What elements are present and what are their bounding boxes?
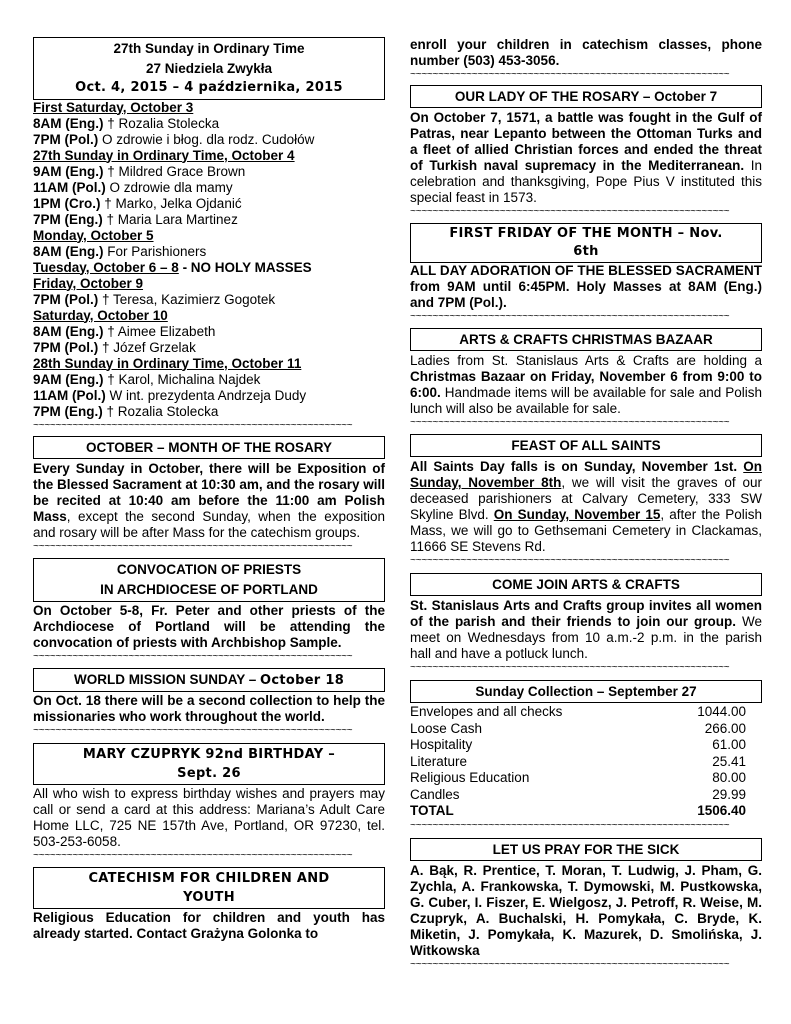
bazaar-text-3: Handmade items will be available for sale and Polish lunch will also be available for sale. xyxy=(410,385,762,416)
separator: ~~~~~~~~~~~~~~~~~~~~~~~~~~~~~~~~~~~~~~~~~~~~~~~~~~~~~~~~~ xyxy=(410,556,730,567)
mass-time: 8AM (Eng.) xyxy=(33,323,104,339)
mass-schedule xyxy=(33,100,385,420)
first-friday-title-1: FIRST FRIDAY OF THE MONTH – Nov. xyxy=(449,226,723,241)
mass-time: 7PM (Pol.) xyxy=(33,339,99,355)
collection-total-row xyxy=(410,803,762,820)
mass-day-note xyxy=(33,260,385,276)
collection-label: Hospitality xyxy=(410,737,473,752)
collection-total-amount: 1506.40 xyxy=(697,803,746,818)
mass-day-heading: Monday, October 5 xyxy=(33,227,154,243)
arts-crafts-bold: St. Stanislaus Arts and Crafts group invites all women of the parish and their friends to join our group. xyxy=(410,598,762,629)
all-saints-text-3: , we will visit the graves of our deceased parishioners at Calvary Cemetery, 333 SW Skyline Blvd. xyxy=(410,475,762,522)
separator: ~~~~~~~~~~~~~~~~~~~~~~~~~~~~~~~~~~~~~~~~~~~~~~~~~~~~~~~~~ xyxy=(410,418,730,429)
separator: ~~~~~~~~~~~~~~~~~~~~~~~~~~~~~~~~~~~~~~~~~~~~~~~~~~~~~~~~~ xyxy=(410,207,730,218)
collection-label: Candles xyxy=(410,786,460,802)
arts-crafts-rest: We meet on Wednesdays from 10 a.m.-2 p.m. in the parish hall and have a potluck lunch. xyxy=(410,614,762,661)
birthday-title-2: Sept. 26 xyxy=(177,765,241,781)
birthday-title-1: MARY CZUPRYK 92nd BIRTHDAY – xyxy=(82,746,336,762)
all-saints-text-4: On Sunday, November 15 xyxy=(493,507,661,522)
header-line-1: 27th Sunday in Ordinary Time xyxy=(113,41,305,56)
lady-rosary-title: OUR LADY OF THE ROSARY – October 7 xyxy=(454,89,718,104)
convocation-title-1: CONVOCATION OF PRIESTS xyxy=(116,561,302,577)
rosary-month-bold: Every Sunday in October, there will be Exposition of the Blessed Sacrament at 10:30 am, and the rosary will be recited at 10:40 am before the 11:00 am Polish Mass xyxy=(33,460,385,524)
all-saints-title: FEAST OF ALL SAINTS xyxy=(511,438,661,453)
mass-intention: W int. prezydenta Andrzeja Dudy xyxy=(109,387,307,403)
sick-body: A. Bąk, R. Prentice, T. Moran, T. Ludwig, J. Pham, G. Zychla, A. Frankowska, T. Dymowski, M. Pustkowska, G. Cuber, I. Fiszer, E. Wielgosz, J. Petroff, R. Weise, M. Czupryk, A. Buchalski, H. Pomykała, C. Bryde, K. Miketin, J. Pomykała, K. Mazurek, D. Smolińska, J. Witkowska xyxy=(410,862,762,958)
collection-amount: 29.99 xyxy=(712,786,746,802)
collection-label: Envelopes and all checks xyxy=(410,704,563,719)
collection-row xyxy=(410,704,762,721)
mass-intention: † Rozalia Stolecka xyxy=(106,403,219,419)
mass-intention: O zdrowie i błog. dla rodz. Cudołów xyxy=(102,131,315,147)
birthday-body: All who wish to express birthday wishes and prayers may call or send a card at this address: Mariana’s Adult Care Home LLC, 725 NE 157th Ave, Portland, OR 97230, tel. 503-253-6058. xyxy=(33,785,385,849)
mission-body: On Oct. 18 there will be a second collection to help the missionaries who work throughout the world. xyxy=(33,692,385,724)
separator: ~~~~~~~~~~~~~~~~~~~~~~~~~~~~~~~~~~~~~~~~~~~~~~~~~~~~~~~~~ xyxy=(33,541,353,553)
collection-amount: 80.00 xyxy=(712,770,746,785)
sick-heading xyxy=(410,838,762,861)
catechism-title-1: CATECHISM FOR CHILDREN AND xyxy=(88,870,330,886)
rosary-month-body xyxy=(33,461,385,541)
mass-intention: † Rozalia Stolecka xyxy=(107,115,220,131)
all-saints-text-1: All Saints Day falls is on Sunday, November 1st. xyxy=(410,459,738,474)
lady-rosary-bold: On October 7, 1571, a battle was fought in the Gulf of Patras, near Lepanto between the Ottoman Turks and a fleet of allied Christian forces and ended the threat of Turkish naval supremacy in the Mediterranean. xyxy=(410,110,762,173)
mass-entry xyxy=(33,388,385,404)
mass-time: 7PM (Eng.) xyxy=(33,403,103,419)
rosary-month-title: OCTOBER – MONTH OF THE ROSARY xyxy=(85,439,332,455)
first-friday-title-2: 6th xyxy=(573,244,599,259)
mass-intention: † Teresa, Kazimierz Gogotek xyxy=(102,291,276,307)
rosary-month-heading xyxy=(33,436,385,459)
bazaar-title: ARTS & CRAFTS CHRISTMAS BAZAAR xyxy=(459,332,713,347)
collection-label: Loose Cash xyxy=(410,720,483,736)
mass-time: 1PM (Cro.) xyxy=(33,195,101,211)
collection-row xyxy=(410,754,762,771)
collection-heading xyxy=(410,680,762,703)
mass-day-heading: 28th Sunday in Ordinary Time, October 11 xyxy=(33,355,302,371)
mass-day-heading: First Saturday, October 3 xyxy=(33,99,194,115)
separator: ~~~~~~~~~~~~~~~~~~~~~~~~~~~~~~~~~~~~~~~~~~~~~~~~~~~~~~~~~ xyxy=(410,70,730,81)
mission-title-b: October 18 xyxy=(259,672,345,688)
rosary-month-rest: , except the second Sunday, when the exposition and rosary will be after Mass for the catechism groups. xyxy=(33,508,385,540)
mass-day-heading: 27th Sunday in Ordinary Time, October 4 xyxy=(33,147,295,163)
separator: ~~~~~~~~~~~~~~~~~~~~~~~~~~~~~~~~~~~~~~~~~~~~~~~~~~~~~~~~~ xyxy=(410,312,730,323)
mass-intention: † Aimee Elizabeth xyxy=(107,323,216,339)
catechism-title-2: YOUTH xyxy=(183,889,235,905)
collection-total-label: TOTAL xyxy=(410,803,454,818)
mass-day-heading: Friday, October 9 xyxy=(33,275,144,291)
bazaar-body xyxy=(410,353,762,417)
separator: ~~~~~~~~~~~~~~~~~~~~~~~~~~~~~~~~~~~~~~~~~~~~~~~~~~~~~~~~~ xyxy=(33,420,353,432)
mass-intention: For Parishioners xyxy=(107,243,207,259)
header-line-3: Oct. 4, 2015 – 4 października, 2015 xyxy=(75,80,343,95)
lady-rosary-rest: In celebration and thanksgiving, Pope Pius V instituted this special feast in 1573. xyxy=(410,158,763,205)
mass-intention: † Marko, Jelka Ojdanić xyxy=(104,195,242,211)
mass-time: 8AM (Eng.) xyxy=(33,243,104,259)
collection-label: Literature xyxy=(410,753,468,769)
mass-day-note-text: - NO HOLY MASSES xyxy=(178,259,312,275)
mass-entry xyxy=(33,244,385,260)
mass-time: 7PM (Eng.) xyxy=(33,211,103,227)
all-saints-heading xyxy=(410,434,762,457)
collection-row xyxy=(410,770,762,787)
mission-heading xyxy=(33,668,385,692)
mass-entry xyxy=(33,340,385,356)
all-saints-text-5: , after the Polish Mass, we will go to Gethsemani Cemetery in Clackamas, 11666 SE Stevens Rd. xyxy=(410,507,762,554)
collection-amount: 61.00 xyxy=(712,737,746,752)
convocation-title-2: IN ARCHDIOCESE OF PORTLAND xyxy=(100,581,318,597)
mission-title-a: WORLD MISSION SUNDAY – xyxy=(73,671,260,687)
mass-time: 9AM (Eng.) xyxy=(33,371,104,387)
arts-crafts-body xyxy=(410,598,762,662)
mass-day-heading: Tuesday, October 6 – 8 xyxy=(33,259,179,275)
separator: ~~~~~~~~~~~~~~~~~~~~~~~~~~~~~~~~~~~~~~~~~~~~~~~~~~~~~~~~~ xyxy=(33,850,353,862)
mass-day-heading: Saturday, October 10 xyxy=(33,307,168,323)
mass-intention: † Karol, Michalina Najdek xyxy=(107,371,261,387)
right-column xyxy=(410,0,762,972)
bazaar-text-1: Ladies from St. Stanislaus Arts & Crafts are holding a xyxy=(410,353,762,368)
header-line-2: 27 Niedziela Zwykła xyxy=(145,60,273,76)
all-saints-body xyxy=(410,459,762,555)
mass-time: 7PM (Pol.) xyxy=(33,291,99,307)
separator: ~~~~~~~~~~~~~~~~~~~~~~~~~~~~~~~~~~~~~~~~~~~~~~~~~~~~~~~~~ xyxy=(33,651,353,663)
catechism-body-1: Religious Education for children and youth has already started. Contact Grażyna Golonka to xyxy=(33,909,385,941)
collection-table xyxy=(410,704,762,803)
convocation-heading xyxy=(33,558,385,602)
mass-time: 11AM (Pol.) xyxy=(33,387,106,403)
all-saints-text-2: On Sunday, November 8th xyxy=(410,459,762,490)
sick-title: LET US PRAY FOR THE SICK xyxy=(492,841,680,857)
mass-entry xyxy=(33,324,385,340)
birthday-heading xyxy=(33,743,385,785)
arts-crafts-title: COME JOIN ARTS & CRAFTS xyxy=(492,577,680,592)
mass-entry xyxy=(33,180,385,196)
first-friday-heading xyxy=(410,223,762,263)
separator: ~~~~~~~~~~~~~~~~~~~~~~~~~~~~~~~~~~~~~~~~~~~~~~~~~~~~~~~~~ xyxy=(410,663,730,674)
lady-rosary-heading xyxy=(410,85,762,108)
collection-row xyxy=(410,721,762,738)
mass-entry xyxy=(33,212,385,228)
collection-label: Religious Education xyxy=(410,770,530,785)
bulletin-header xyxy=(33,37,385,100)
separator: ~~~~~~~~~~~~~~~~~~~~~~~~~~~~~~~~~~~~~~~~~~~~~~~~~~~~~~~~~ xyxy=(410,959,730,971)
collection-amount: 1044.00 xyxy=(697,704,746,719)
mass-time: 11AM (Pol.) xyxy=(33,179,106,195)
mass-intention: † Maria Lara Martinez xyxy=(106,211,238,227)
collection-title: Sunday Collection – September 27 xyxy=(475,684,697,699)
mass-entry xyxy=(33,292,385,308)
mass-intention: † Józef Grzelak xyxy=(102,339,196,355)
mass-intention: † Mildred Grace Brown xyxy=(107,163,246,179)
first-friday-body: ALL DAY ADORATION OF THE BLESSED SACRAMENT from 9AM until 6:45PM. Holy Masses at 8AM (Eng.) and 7PM (Pol.). xyxy=(410,263,762,310)
catechism-body-2: enroll your children in catechism classes, phone number (503) 453-3056. xyxy=(410,37,762,68)
mass-entry xyxy=(33,132,385,148)
mass-entry xyxy=(33,372,385,388)
collection-amount: 25.41 xyxy=(712,753,746,769)
arts-crafts-heading xyxy=(410,573,762,596)
mass-time: 9AM (Eng.) xyxy=(33,163,104,179)
collection-row xyxy=(410,737,762,754)
separator: ~~~~~~~~~~~~~~~~~~~~~~~~~~~~~~~~~~~~~~~~~~~~~~~~~~~~~~~~~ xyxy=(410,820,730,832)
mass-entry xyxy=(33,164,385,180)
mass-time: 8AM (Eng.) xyxy=(33,115,104,131)
mass-entry xyxy=(33,404,385,420)
mass-time: 7PM (Pol.) xyxy=(33,131,99,147)
bazaar-heading xyxy=(410,328,762,351)
convocation-body: On October 5-8, Fr. Peter and other priests of the Archdiocese of Portland will be attending the convocation of priests with Archbishop Sample. xyxy=(33,602,385,650)
collection-row xyxy=(410,787,762,804)
lady-rosary-body xyxy=(410,110,762,206)
separator: ~~~~~~~~~~~~~~~~~~~~~~~~~~~~~~~~~~~~~~~~~~~~~~~~~~~~~~~~~ xyxy=(33,725,353,737)
mass-intention: O zdrowie dla mamy xyxy=(109,179,233,195)
mass-entry xyxy=(33,116,385,132)
collection-amount: 266.00 xyxy=(704,720,746,736)
bazaar-text-2: Christmas Bazaar on Friday, November 6 from 9:00 to 6:00. xyxy=(410,369,762,400)
left-column xyxy=(33,0,385,942)
mass-entry xyxy=(33,196,385,212)
catechism-heading xyxy=(33,867,385,909)
